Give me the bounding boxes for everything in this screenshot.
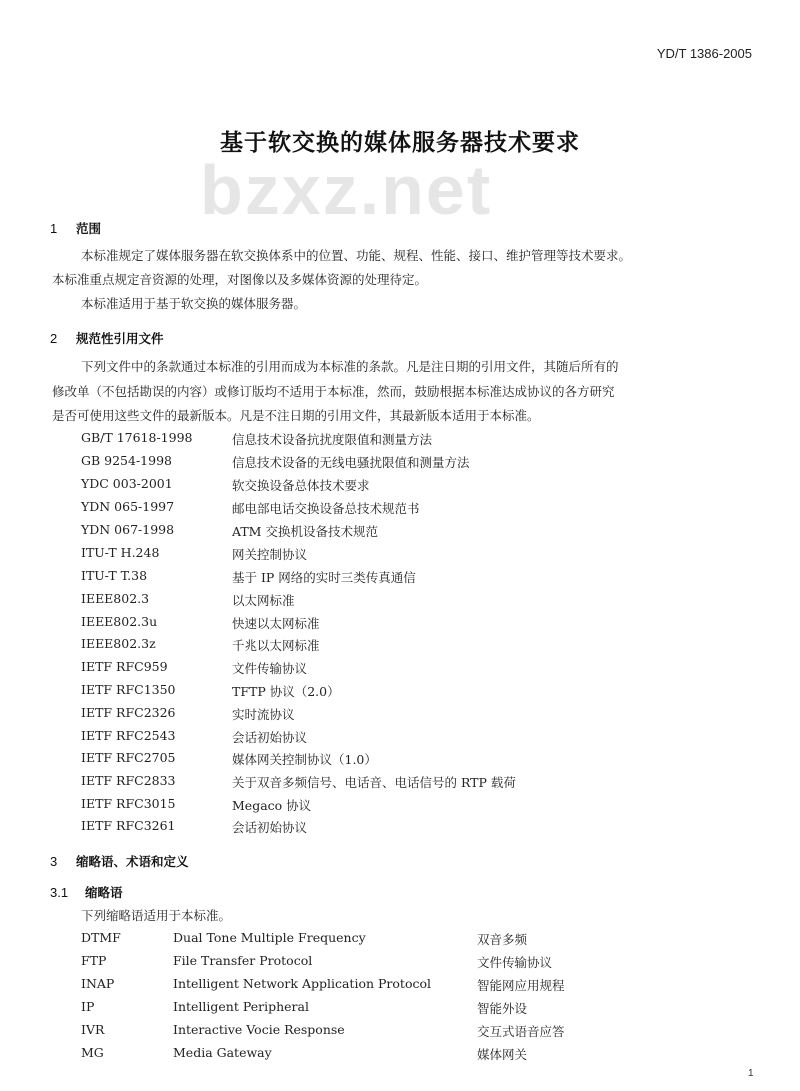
reference-title: Megaco 协议 xyxy=(232,798,312,813)
abbreviation: MG xyxy=(81,1045,104,1060)
reference-title: 快速以太网标准 xyxy=(232,616,320,631)
reference-code: IETF RFC2833 xyxy=(81,773,176,788)
document-title: 基于软交换的媒体服务器技术要求 xyxy=(220,130,580,156)
reference-code: GB/T 17618-1998 xyxy=(81,430,193,445)
section-1-heading xyxy=(50,219,101,237)
abbreviation-chinese: 双音多频 xyxy=(477,932,528,947)
abbreviation: IP xyxy=(81,999,95,1014)
reference-title: 会话初始协议 xyxy=(232,730,308,745)
abbreviation-english: Interactive Vocie Response xyxy=(173,1022,345,1037)
section-3-1-heading xyxy=(50,883,123,901)
reference-title: 千兆以太网标准 xyxy=(232,638,320,653)
abbreviation-chinese: 文件传输协议 xyxy=(477,955,553,970)
reference-title: 信息技术设备的无线电骚扰限值和测量方法 xyxy=(232,455,470,470)
abbreviation: DTMF xyxy=(81,930,121,945)
paragraph: 下列文件中的条款通过本标准的引用而成为本标准的条款。凡是注日期的引用文件，其随后所有的 xyxy=(81,359,619,374)
abbreviation-english: Media Gateway xyxy=(173,1045,272,1060)
section-title: 缩略语 xyxy=(85,885,123,900)
reference-code: IETF RFC959 xyxy=(81,659,168,674)
reference-code: ITU-T H.248 xyxy=(81,545,160,560)
reference-title: 实时流协议 xyxy=(232,707,295,722)
reference-title: 以太网标准 xyxy=(232,593,295,608)
reference-title: 会话初始协议 xyxy=(232,820,308,835)
section-title: 范围 xyxy=(76,221,102,236)
abbreviation-english: Dual Tone Multiple Frequency xyxy=(173,930,366,945)
abbreviation-chinese: 交互式语音应答 xyxy=(477,1024,565,1039)
section-number: 2 xyxy=(50,331,58,346)
section-title: 规范性引用文件 xyxy=(76,331,164,346)
abbreviation-english: Intelligent Peripheral xyxy=(173,999,309,1014)
reference-code: IEEE802.3 xyxy=(81,591,150,606)
abbreviation: INAP xyxy=(81,976,115,991)
reference-code: GB 9254-1998 xyxy=(81,453,172,468)
page-number: 1 xyxy=(748,1068,754,1079)
reference-code: YDN 065-1997 xyxy=(81,499,175,514)
section-number: 1 xyxy=(50,221,58,236)
reference-code: YDN 067-1998 xyxy=(81,522,175,537)
reference-code: IETF RFC2705 xyxy=(81,750,176,765)
reference-code: IETF RFC2543 xyxy=(81,728,176,743)
reference-title: 邮电部电话交换设备总技术规范书 xyxy=(232,501,420,516)
paragraph: 本标准规定了媒体服务器在软交换体系中的位置、功能、规程、性能、接口、维护管理等技术要求。 xyxy=(81,248,632,263)
abbreviation-english: Intelligent Network Application Protocol xyxy=(173,976,431,991)
reference-code: IEEE802.3u xyxy=(81,614,158,629)
abbreviation-english: File Transfer Protocol xyxy=(173,953,313,968)
reference-code: IETF RFC3261 xyxy=(81,818,176,833)
section-number: 3.1 xyxy=(50,885,69,900)
abbreviation-chinese: 智能外设 xyxy=(477,1001,528,1016)
paragraph: 本标准适用于基于软交换的媒体服务器。 xyxy=(81,296,307,311)
reference-title: 文件传输协议 xyxy=(232,661,308,676)
section-3-heading xyxy=(50,852,189,870)
reference-code: IEEE802.3z xyxy=(81,636,156,651)
paragraph: 下列缩略语适用于本标准。 xyxy=(81,908,232,923)
paragraph: 修改单（不包括勘误的内容）或修订版均不适用于本标准，然而，鼓励根据本标准达成协议的各方研究 xyxy=(52,384,615,399)
abbreviation-chinese: 智能网应用规程 xyxy=(477,978,565,993)
reference-title: 网关控制协议 xyxy=(232,547,308,562)
reference-code: IETF RFC1350 xyxy=(81,682,176,697)
section-2-heading xyxy=(50,329,164,347)
standard-number: YD/T 1386-2005 xyxy=(656,46,752,61)
watermark: bzxz.net xyxy=(200,151,493,229)
reference-title: 软交换设备总体技术要求 xyxy=(232,478,370,493)
reference-title: TFTP 协议（2.0） xyxy=(232,684,340,699)
reference-title: 关于双音多频信号、电话音、电话信号的 RTP 载荷 xyxy=(232,775,516,790)
reference-code: ITU-T T.38 xyxy=(81,568,148,583)
abbreviation: FTP xyxy=(81,953,107,968)
reference-title: 媒体网关控制协议（1.0） xyxy=(232,752,377,767)
reference-title: 信息技术设备抗扰度限值和测量方法 xyxy=(232,432,433,447)
abbreviation: IVR xyxy=(81,1022,105,1037)
section-title: 缩略语、术语和定义 xyxy=(76,854,189,869)
reference-title: ATM 交换机设备技术规范 xyxy=(232,524,378,539)
reference-code: IETF RFC3015 xyxy=(81,796,176,811)
reference-code: YDC 003-2001 xyxy=(81,476,173,491)
paragraph: 本标准重点规定音资源的处理，对图像以及多媒体资源的处理待定。 xyxy=(52,272,428,287)
reference-title: 基于 IP 网络的实时三类传真通信 xyxy=(232,570,416,585)
section-number: 3 xyxy=(50,854,58,869)
paragraph: 是否可使用这些文件的最新版本。凡是不注日期的引用文件，其最新版本适用于本标准。 xyxy=(52,408,540,423)
reference-code: IETF RFC2326 xyxy=(81,705,176,720)
abbreviation-chinese: 媒体网关 xyxy=(477,1047,528,1062)
